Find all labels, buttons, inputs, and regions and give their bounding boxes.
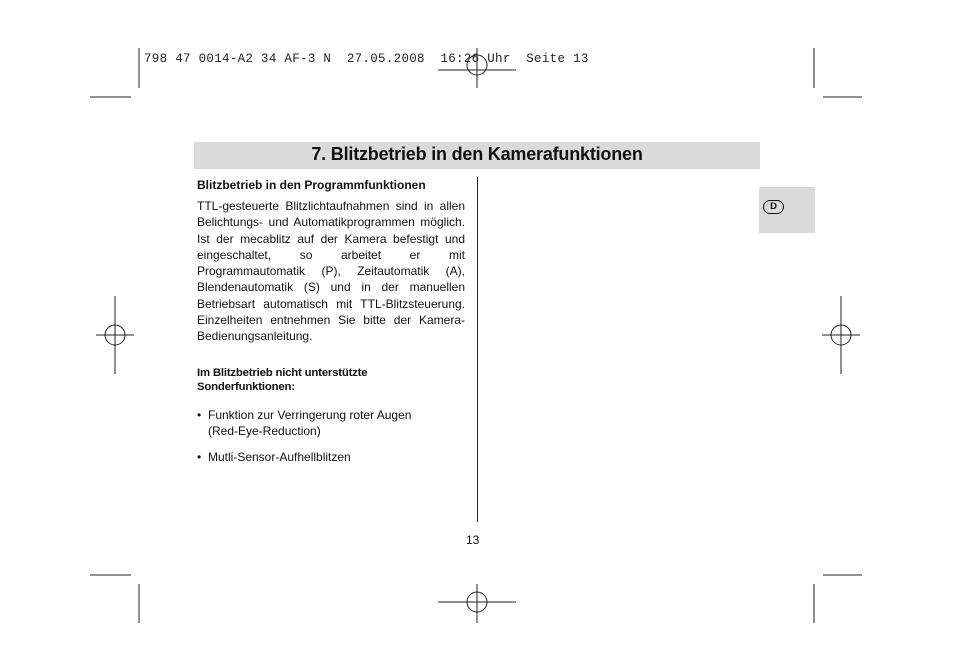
content-heading: Blitzbetrieb in den Programmfunktionen [197,178,426,192]
language-tab [759,187,815,233]
page-number: 13 [466,533,480,547]
list-item-line1: Mutli-Sensor-Aufhellblitzen [208,450,351,465]
unsupported-functions-list [197,407,465,466]
list-item-line2: (Red-Eye-Reduction) [208,423,321,438]
registration-target-right [822,296,860,374]
language-badge: D [763,200,784,214]
bullet-glyph: • [197,407,202,422]
list-item [197,407,465,440]
list-item-line1: Funktion zur Verringerung roter Augen [208,407,412,422]
print-slug-line: 798 47 0014-A2 34 AF-3 N 27.05.2008 16:26 Uhr Seite 13 [144,52,589,66]
registration-target-bottom [438,584,516,623]
section-title: 7. Blitzbetrieb in den Kamerafunktionen [311,144,643,164]
content-column [197,177,465,476]
content-subheading: Im Blitzbetrieb nicht unterstützte Sonderfunktionen: [197,366,368,393]
content-body: TTL-gesteuerte Blitzlichtaufnahmen sind in allen Belichtungs- und Automatikprogrammen möglich. Ist der mecablitz auf der Kamera befestigt und eingeschaltet, so arbeitet er mit Programmautomatik (P), Zeitautomatik (A), Blendenautomatik (S) und in der manuellen Betriebsart automatisch mit TTL-Blitzsteuerung. Einzelheiten entnehmen Sie bitte der Kamera-Bedienungsanleitung. [197,199,465,344]
registration-target-top [438,48,516,88]
column-divider [477,177,478,522]
bullet-glyph: • [197,450,202,465]
registration-target-left [96,296,134,374]
list-item [197,449,465,465]
section-title-bar [194,142,760,169]
